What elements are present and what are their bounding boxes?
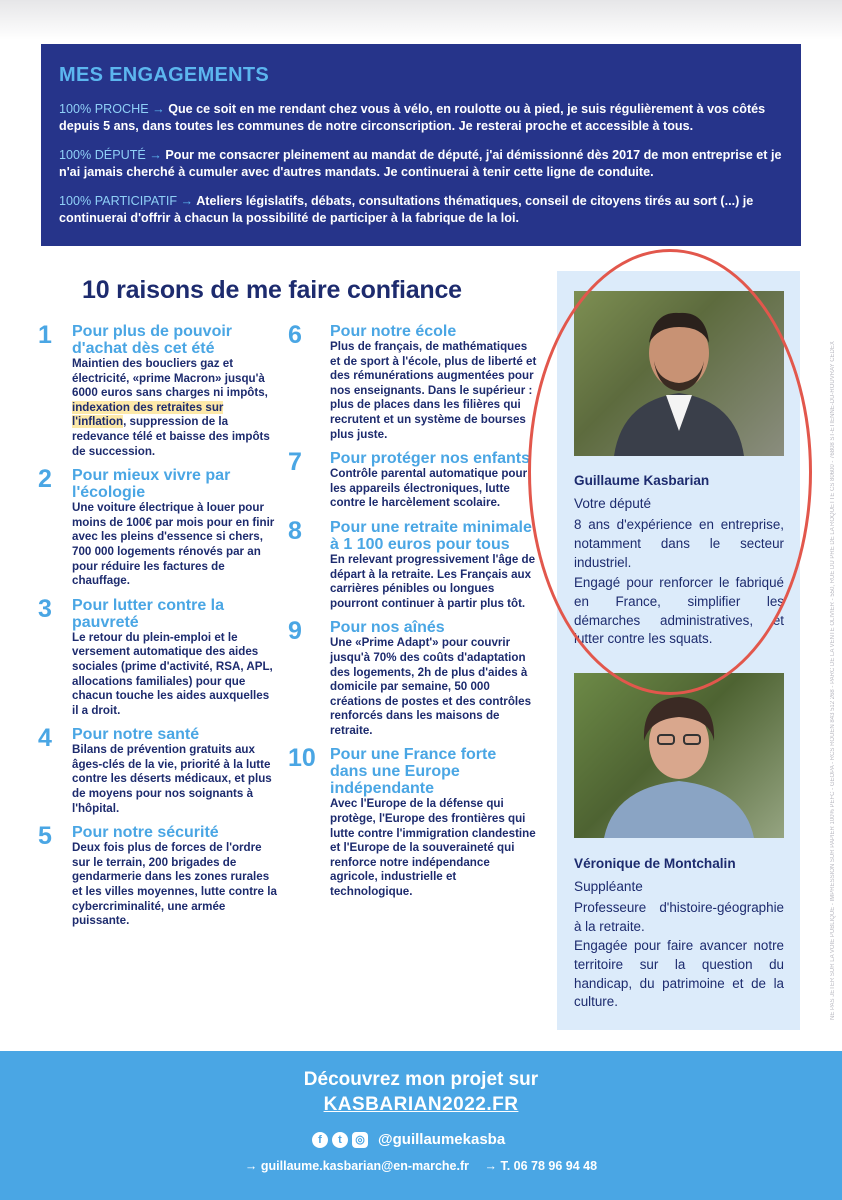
engagement-key: 100% PROCHE [59,102,149,116]
reason-number: 6 [288,321,302,349]
engagement-key: 100% PARTICIPATIF [59,194,178,208]
reason-number: 10 [288,744,316,773]
arrow-icon: → [149,148,162,162]
reason-number: 2 [38,465,52,494]
reason-title: Pour notre école [330,323,457,340]
website-link[interactable]: KASBARIAN2022.FR [323,1094,519,1115]
reason-text: Plus de français, de mathématiques et de sport à l'école, plus de liberté et des rémunérations augmentées pour nos enseignants. Dans le supérieur : plus de places dans les filières qui recrutent et un système de bourses plus juste. [330,340,537,441]
footer-cta: Découvrez mon projet sur [303,1069,539,1090]
reason-item-7 [288,450,538,511]
engagement-text: Pour me consacrer pleinement au mandat de député, j'ai démissionné dès 2017 de mon entreprise et je n'ai jamais cherché à cumuler avec d'autres mandats. Je continuerai à tenir cette ligne de conduite. [59,148,782,179]
reason-text: En relevant progressivement l'âge de départ à la retraite. Les Français aux carrières pénibles ou longues pourront continuer à partir plus tôt. [330,552,536,610]
reason-text: Avec l'Europe de la défense qui protège, l'Europe des frontières qui lutte contre l'immigration clandestine et l'Europe de la souveraineté qui renforce notre indépendance agricole, industrielle et technologique. [330,797,536,899]
candidate-role: Votre député [574,496,652,511]
reason-title: Pour une France forte dans une Europe indépendante [330,746,497,798]
engagements-title: MES ENGAGEMENTS [59,64,270,86]
substitute-role: Suppléante [574,879,643,894]
engagement-key: 100% DÉPUTÉ [59,148,146,162]
arrow-icon: → [180,194,194,208]
contact-line [0,1159,842,1173]
reason-item-1 [38,323,278,459]
reason-item-10 [288,746,538,899]
reasons-column-right [288,323,538,908]
reason-item-4 [38,726,278,816]
reason-title: Pour protéger nos enfants [330,450,531,468]
reason-title: Pour mieux vivre par l'écologie [72,467,231,502]
reason-title: Pour nos aînés [330,619,445,637]
legal-side-text: NE PAS JETER SUR LA VOIE PUBLIQUE - IMPRESSION SUR PAPIER 100% PEFC - GEOPA - RCS ROUEN 843 512 268 - PARC DE LA VENTE OLIVIER - 550, RUE DU PRÉ DE LA ROQUETTE CS 80600 - 76808 ST-ÉTIENNE-DU-ROUVRAY CEDEX [830,341,836,1020]
reason-number: 4 [38,724,52,753]
reasons-column-left [38,323,278,937]
email-link[interactable]: → guillaume.kasbarian@en-marche.fr [244,1159,469,1173]
engagement-participatif [59,193,783,227]
reason-title: Pour lutter contre la pauvreté [72,596,225,631]
substitute-bio: Professeure d'histoire-géographie à la retraite. [574,900,784,934]
substitute-photo [574,673,784,838]
reason-item-6 [288,323,538,442]
facebook-icon[interactable]: f [312,1132,328,1148]
reason-item-2 [38,467,278,589]
twitter-icon[interactable]: t [332,1132,348,1148]
reasons-title: 10 raisons de me faire confiance [82,276,462,304]
engagements-box [41,44,801,246]
reason-number: 7 [288,448,302,477]
reason-number: 5 [38,822,52,851]
candidate-commitment: Engagé pour renforcer le fabriqué en France, simplifier les démarches administratives, et lutter contre les squats. [574,575,784,647]
reason-text-part: Maintien des boucliers gaz et électricité, «prime Macron» jusqu'à 6000 euros sans charges ni impôts, [72,357,268,400]
arrow-icon: → [152,102,165,116]
substitute-name: Véronique de Montchalin [574,856,736,871]
reason-item-8 [288,516,538,611]
person-silhouette-icon [574,673,784,838]
reason-text: Contrôle parental automatique pour les appareils électroniques, lutte contre le harcèlement scolaire. [330,467,528,510]
candidate-name: Guillaume Kasbarian [574,473,710,488]
reason-title: Pour une retraite minimale à 1 100 euros pour tous [330,518,532,553]
reason-text: Une «Prime Adapt'» pour couvrir jusqu'à 70% des coûts d'adaptation des logements, 2h de plus d'aides à domicile par semaine, 50 000 créations de postes et des contrôles renforcés dans les maisons de retraite. [330,636,532,737]
reason-title: Pour notre sécurité [72,824,219,842]
reason-number: 9 [288,617,302,646]
reason-title: Pour notre santé [72,726,200,744]
engagement-text: Ateliers législatifs, débats, consultations thématiques, conseil de citoyens tirés au sort (...) je continuerai d'offrir à chacun la possibilité de participer à la fabrique de la loi. [59,194,754,225]
reason-title: Pour plus de pouvoir d'achat dès cet été [72,323,233,357]
reason-text [72,357,278,459]
phone-number[interactable]: → T. 06 78 96 94 48 [484,1159,598,1173]
social-links [312,1131,505,1148]
highlighted-text: indexation des retraites sur l'inflation [72,400,224,429]
reason-item-3 [38,594,278,719]
candidate-bio: 8 ans d'expérience en entreprise, notamment dans le secteur industriel. [574,517,784,570]
reason-text: Le retour du plein-emploi et le versement automatique des aides sociales (prime d'activité, RSA, APL, allocations familiales) pour que chacun touche les aides auxquelles il a droit. [72,630,273,717]
reason-text: Une voiture électrique à louer pour moins de 100€ par mois pour en finir avec les pleins d'essence si chers, 700 000 logements rénovés par an pour réduire les factures de chauffage. [72,501,275,588]
reason-text: Bilans de prévention gratuits aux âges-clés de la vie, priorité à la lutte contre les déserts médicaux, et plus de moyens pour nos soignants à l'hôpital. [72,743,272,815]
reason-number: 3 [38,594,52,623]
engagement-text: Que ce soit en me rendant chez vous à vélo, en roulotte ou à pied, je suis régulièrement à vos côtés depuis 5 ans, dans toutes les communes de notre circonscription. Je resterai proche et accessible à tous. [59,102,766,133]
instagram-icon[interactable]: ◎ [352,1132,368,1148]
reason-item-5 [38,824,278,929]
top-shadow [0,0,842,40]
footer [0,1051,842,1200]
reason-item-9 [288,619,538,738]
reason-number: 8 [288,516,302,545]
red-circle-annotation [528,249,812,695]
social-handle[interactable]: @guillaumekasba [378,1131,506,1148]
engagement-depute [59,147,783,181]
reason-text: Deux fois plus de forces de l'ordre sur le terrain, 200 brigades de gendarmerie dans les zones rurales et les villes moyennes, lutte contre la cybercriminalité, une armée puissante. [72,841,277,928]
substitute-commitment: Engagée pour faire avancer notre territoire sur la question du handicap, du patrimoine et de la culture. [574,938,784,1010]
reason-text-part: , suppression de la redevance télé et baisse des impôts de succession. [72,415,270,458]
engagement-proche [59,101,783,135]
reason-number: 1 [38,321,52,349]
